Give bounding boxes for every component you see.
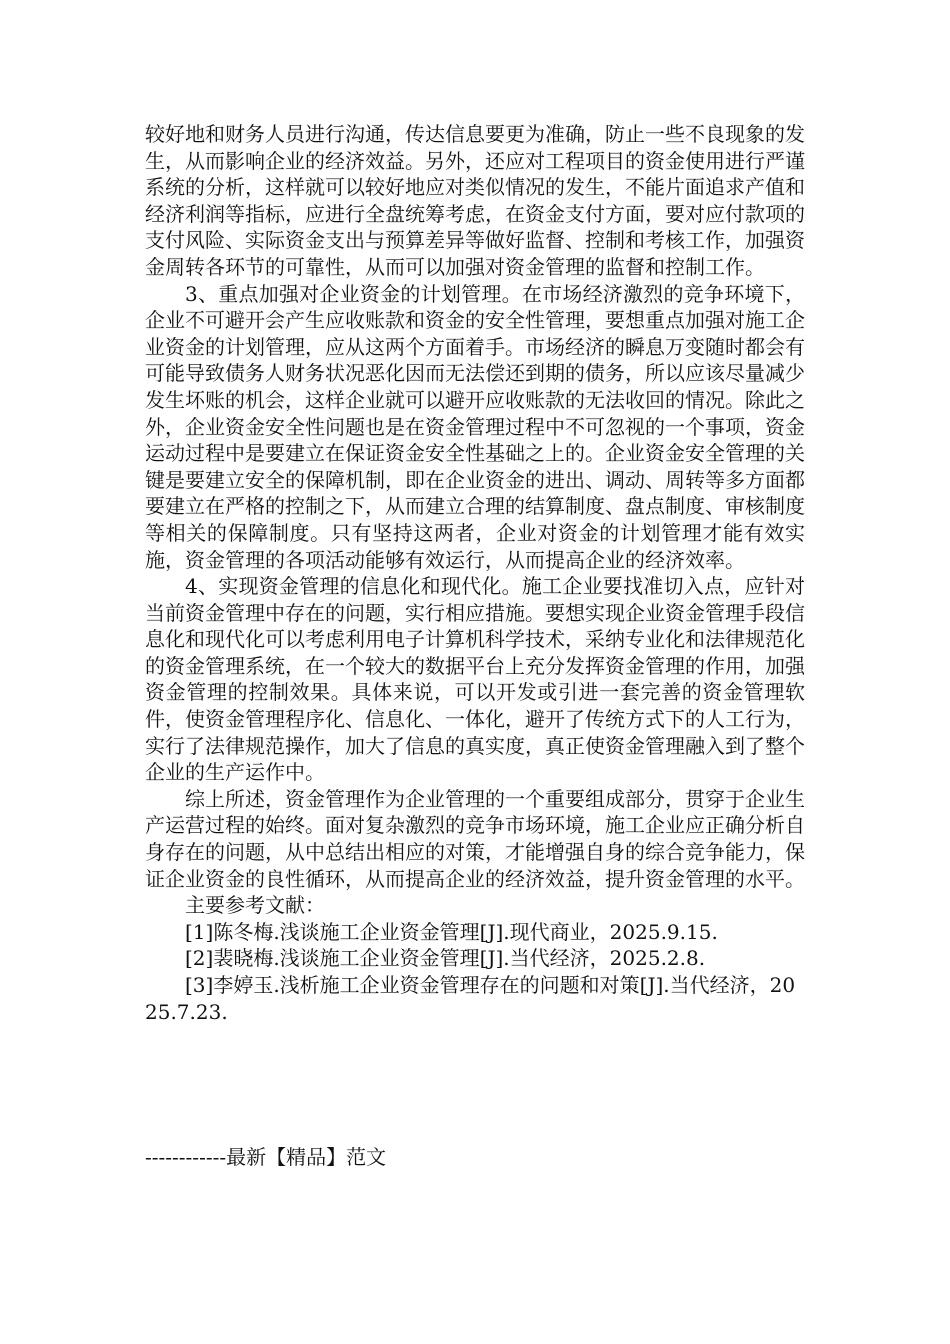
page-footer: ------------最新【精品】范文 (145, 1145, 387, 1169)
paragraph-continuation: 较好地和财务人员进行沟通，传达信息要更为准确，防止一些不良现象的发生，从而影响企业的经济效益。另外，还应对工程项目的资金使用进行严谨系统的分析，这样就可以较好地应对类似情况的发生，不能片面追求产值和经济利润等指标，应进行全盘统筹考虑，在资金支付方面，要对应付款项的支付风险、实际资金支出与预算差异等做好监督、控制和考核工作，加强资金周转各环节的可靠性，从而可以加强对资金管理的监督和控制工作。 (145, 122, 805, 279)
paragraph-informatization: 4、实现资金管理的信息化和现代化。施工企业要找准切入点，应针对当前资金管理中存在的问题，实行相应措施。要想实现企业资金管理手段信息化和现代化可以考虑利用电子计算机科学技术，采纳专业化和法律规范化的资金管理系统，在一个较大的数据平台上充分发挥资金管理的作用，加强资金管理的控制效果。具体来说，可以开发或引进一套完善的资金管理软件，使资金管理程序化、信息化、一体化，避开了传统方式下的人工行为，实行了法律规范操作，加大了信息的真实度，真正使资金管理融入到了整个企业的生产运作中。 (145, 574, 805, 785)
references-title: 主要参考文献： (185, 893, 325, 918)
document-body (145, 121, 805, 1025)
paragraph-plan-management: 3、重点加强对企业资金的计划管理。在市场经济激烈的竞争环境下，企业不可避开会产生应收账款和资金的安全性管理，要想重点加强对施工企业资金的计划管理，应从这两个方面着手。市场经济的瞬息万变随时都会有可能导致债务人财务状况恶化因而无法偿还到期的债务，所以应该尽量减少发生坏账的机会，这样企业就可以避开应收账款的无法收回的情况。除此之外，企业资金安全性问题也是在资金管理过程中不可忽视的一个事项，资金运动过程中是要建立在保证资金安全性基础之上的。企业资金安全管理的关键是要建立安全的保障机制，即在企业资金的进出、调动、周转等多方面都要建立在严格的控制之下，从而建立合理的结算制度、盘点制度、审核制度等相关的保障制度。只有坚持这两者，企业对资金的计划管理才能有效实施，资金管理的各项活动能够有效运行，从而提高企业的经济效率。 (145, 281, 805, 572)
reference-item-3: [3]李婷玉.浅析施工企业资金管理存在的问题和对策[J].当代经济，2025.7.23. (145, 973, 796, 1024)
reference-item-1: [1]陈冬梅.浅谈施工企业资金管理[J].现代商业，2025.9.15. (185, 919, 718, 944)
references-section (145, 892, 805, 1025)
paragraph-conclusion: 综上所述，资金管理作为企业管理的一个重要组成部分，贯穿于企业生产运营过程的始终。面对复杂激烈的竞争市场环境，施工企业应正确分析自身存在的问题，从中总结出相应的对策，才能增强自身的综合竞争能力，保证企业资金的良性循环，从而提高企业的经济效益，提升资金管理的水平。 (145, 786, 805, 891)
reference-item-2: [2]裴晓梅.浅谈施工企业资金管理[J].当代经济，2025.2.8. (185, 946, 706, 971)
